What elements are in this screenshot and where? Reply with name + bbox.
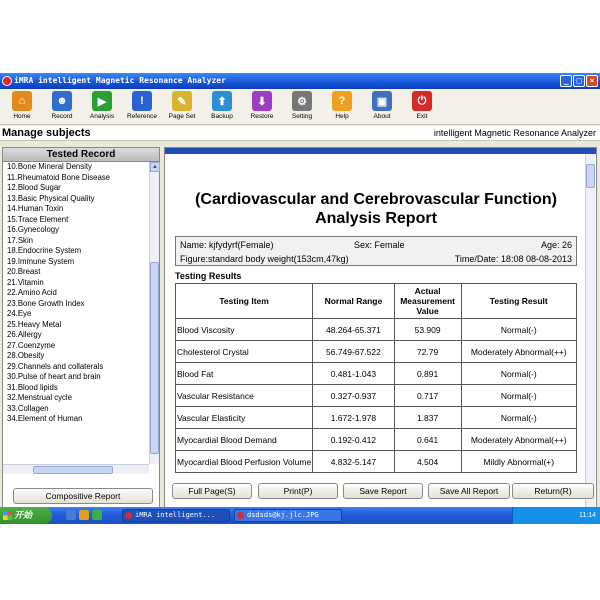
testing-item-cell: Cholesterol Crystal xyxy=(176,341,313,363)
list-item[interactable]: 17.Skin xyxy=(7,235,34,245)
window-title: iMRA intelligent Magnetic Resonance Analyzer xyxy=(14,76,226,85)
info-icon: ! xyxy=(132,91,152,111)
help-icon: ? xyxy=(332,91,352,111)
list-item[interactable]: 20.Breast xyxy=(7,267,41,276)
normal-range-cell: 48.264-65.371 xyxy=(313,319,394,341)
power-icon: ⏻ xyxy=(412,91,432,111)
list-item[interactable]: 22.Amino Acid xyxy=(7,288,57,297)
notepad-icon: ✎ xyxy=(172,91,192,111)
list-item[interactable]: 30.Pulse of heart and brain xyxy=(7,372,101,381)
save-report-button[interactable]: Save Report xyxy=(343,483,423,499)
table-row xyxy=(176,363,577,385)
monitor-icon: ▣ xyxy=(372,91,392,111)
testing-item-cell: Vascular Resistance xyxy=(176,385,313,407)
column-header: Actual Measurement Value xyxy=(394,284,461,319)
manage-subjects-label: Manage subjects xyxy=(2,127,91,139)
normal-range-cell: 1.672-1.978 xyxy=(313,407,394,429)
list-item[interactable]: 31.Blood lipids xyxy=(7,382,58,392)
list-item[interactable]: 10.Bone Mineral Density xyxy=(7,162,92,171)
testing-result-cell: Moderately Abnormal(++) xyxy=(461,429,576,451)
column-header: Normal Range xyxy=(313,284,394,319)
toolbar-label: About xyxy=(373,113,391,120)
list-item[interactable]: 25.Heavy Metal xyxy=(7,319,62,329)
app-window xyxy=(0,73,600,524)
full-page-button[interactable]: Full Page(S) xyxy=(172,483,252,499)
system-tray xyxy=(512,507,600,524)
show-desktop-icon[interactable] xyxy=(66,510,76,520)
toolbar-help-button[interactable] xyxy=(322,89,362,125)
scroll-thumb[interactable] xyxy=(150,262,159,454)
start-button[interactable]: 开始 xyxy=(0,507,52,524)
table-row xyxy=(176,319,577,341)
normal-range-cell: 56.749-67.522 xyxy=(313,341,394,363)
list-item[interactable]: 16.Gynecology xyxy=(7,225,60,234)
subject-sex: Sex: Female xyxy=(354,240,405,250)
toolbar-setting-button[interactable] xyxy=(282,89,322,125)
normal-range-cell: 4.832-5.147 xyxy=(313,451,394,473)
browser-icon[interactable] xyxy=(79,510,89,520)
measurement-value-cell: 53.909 xyxy=(394,319,461,341)
toolbar-reference-button[interactable] xyxy=(122,89,162,125)
scroll-thumb[interactable] xyxy=(586,164,595,188)
toolbar-label: Restore xyxy=(250,113,274,120)
report-title: (Cardiovascular and Cerebrovascular Function) Analysis Report xyxy=(195,191,557,227)
column-header: Testing Result xyxy=(461,284,576,319)
print-button[interactable]: Print(P) xyxy=(258,483,338,499)
list-item[interactable]: 34.Element of Human xyxy=(7,414,83,423)
toolbar-label: Page Set xyxy=(168,113,196,120)
toolbar-label: Exit xyxy=(416,113,428,120)
quick-launch xyxy=(66,510,110,521)
testing-item-cell: Vascular Elasticity xyxy=(176,407,313,429)
testing-result-cell: Normal(-) xyxy=(461,363,576,385)
table-row xyxy=(176,451,577,473)
subject-figure: Figure:standard body weight(153cm,47kg) xyxy=(180,254,349,264)
subject-age: Age: 26 xyxy=(540,240,572,250)
report-page xyxy=(167,154,585,524)
app-icon xyxy=(2,76,12,86)
test-time: Time/Date: 18:08 08-08-2013 xyxy=(454,254,572,264)
toolbar-label: Analysis xyxy=(89,113,115,120)
toolbar-exit-button[interactable] xyxy=(402,89,442,125)
toolbar-label: Setting xyxy=(291,113,313,120)
list-item[interactable]: 11.Rheumatoid Bone Disease xyxy=(7,172,111,182)
testing-item-cell: Blood Fat xyxy=(176,363,313,385)
taskbar-item-image[interactable]: dsdsds@kj.jlc.JPG xyxy=(234,509,342,522)
toolbar-record-button[interactable] xyxy=(42,89,82,125)
table-row xyxy=(176,385,577,407)
list-item[interactable]: 13.Basic Physical Quality xyxy=(7,193,95,203)
list-item[interactable]: 33.Collagen xyxy=(7,403,49,413)
main-toolbar xyxy=(0,89,600,125)
play-icon: ▶ xyxy=(92,91,112,111)
measurement-value-cell: 4.504 xyxy=(394,451,461,473)
list-item[interactable]: 19.Immune System xyxy=(7,256,75,266)
compositive-report-button[interactable]: Compositive Report xyxy=(13,488,153,504)
list-item[interactable]: 32.Menstrual cycle xyxy=(7,393,73,402)
record-list-horizontal-scrollbar[interactable] xyxy=(3,464,149,474)
list-item[interactable]: 28.Obesity xyxy=(7,351,45,360)
backup-icon: ⬆ xyxy=(212,91,232,111)
measurement-value-cell: 0.641 xyxy=(394,429,461,451)
normal-range-cell: 0.192-0.412 xyxy=(313,429,394,451)
toolbar-backup-button[interactable] xyxy=(202,89,242,125)
testing-result-cell: Normal(-) xyxy=(461,385,576,407)
testing-item-cell: Myocardial Blood Perfusion Volume xyxy=(176,451,313,473)
list-item[interactable]: 26.Allergy xyxy=(7,330,42,339)
report-frame xyxy=(164,147,597,524)
report-vertical-scrollbar[interactable] xyxy=(585,154,595,524)
toolbar-label: Home xyxy=(13,113,31,120)
list-item[interactable]: 23.Bone Growth Index xyxy=(7,298,85,308)
toolbar-page-set-button[interactable] xyxy=(162,89,202,125)
media-icon[interactable] xyxy=(92,510,102,520)
home-icon: ⌂ xyxy=(12,91,32,111)
testing-result-cell: Normal(-) xyxy=(461,407,576,429)
testing-item-cell: Myocardial Blood Demand xyxy=(176,429,313,451)
measurement-value-cell: 0.717 xyxy=(394,385,461,407)
clock: 11:14 xyxy=(579,512,596,519)
list-item[interactable]: 27.Coenzyme xyxy=(7,340,56,350)
scroll-thumb[interactable] xyxy=(33,466,113,474)
gear-icon: ⚙ xyxy=(292,91,312,111)
column-header: Testing Item xyxy=(176,284,313,319)
subject-info-box xyxy=(175,236,577,266)
normal-range-cell: 0.327-0.937 xyxy=(313,385,394,407)
minimize-button[interactable]: _ xyxy=(560,75,572,87)
subject-bar xyxy=(0,126,600,141)
scroll-up-icon[interactable]: ▲ xyxy=(150,162,160,172)
measurement-value-cell: 72.79 xyxy=(394,341,461,363)
list-item[interactable]: 15.Trace Element xyxy=(7,214,69,224)
table-row xyxy=(176,407,577,429)
tested-record-panel xyxy=(2,147,160,524)
toolbar-home-button[interactable] xyxy=(2,89,42,125)
list-item[interactable]: 21.Vitamin xyxy=(7,277,44,287)
return-button[interactable]: Return(R) xyxy=(512,483,594,499)
title-bar xyxy=(0,73,600,89)
measurement-value-cell: 1.837 xyxy=(394,407,461,429)
taskbar xyxy=(0,507,600,524)
save-all-report-button[interactable]: Save All Report xyxy=(428,483,510,499)
table-row xyxy=(176,429,577,451)
maximize-button[interactable]: □ xyxy=(573,75,585,87)
toolbar-analysis-button[interactable] xyxy=(82,89,122,125)
testing-result-cell: Moderately Abnormal(++) xyxy=(461,341,576,363)
normal-range-cell: 0.481-1.043 xyxy=(313,363,394,385)
toolbar-label: Reference xyxy=(127,113,157,120)
taskbar-item-imra[interactable]: iMRA intelligent... xyxy=(122,509,230,522)
measurement-value-cell: 0.891 xyxy=(394,363,461,385)
subject-name: Name: kjfydyrf(Female) xyxy=(180,240,274,250)
toolbar-label: Help xyxy=(335,113,349,120)
record-list-vertical-scrollbar[interactable] xyxy=(149,162,159,464)
list-item[interactable]: 18.Endocrine System xyxy=(7,246,82,255)
table-row xyxy=(176,341,577,363)
tested-record-header: Tested Record xyxy=(3,148,159,162)
restore-icon: ⬇ xyxy=(252,91,272,111)
close-button[interactable]: × xyxy=(586,75,598,87)
testing-item-cell: Blood Viscosity xyxy=(176,319,313,341)
tested-record-list xyxy=(5,162,147,462)
toolbar-label: Record xyxy=(51,113,73,120)
app-caption: intelligent Magnetic Resonance Analyzer xyxy=(433,128,596,138)
list-item[interactable]: 12.Blood Sugar xyxy=(7,183,61,192)
toolbar-about-button[interactable] xyxy=(362,89,402,125)
toolbar-restore-button[interactable] xyxy=(242,89,282,125)
testing-result-cell: Normal(-) xyxy=(461,319,576,341)
toolbar-label: Backup xyxy=(211,113,233,120)
list-item[interactable]: 29.Channels and collaterals xyxy=(7,361,104,371)
list-item[interactable]: 14.Human Toxin xyxy=(7,204,64,213)
list-item[interactable]: 24.Eye xyxy=(7,309,32,318)
testing-result-cell: Mildly Abnormal(+) xyxy=(461,451,576,473)
users-icon: ☻ xyxy=(52,91,72,111)
testing-results-label: Testing Results xyxy=(175,271,242,281)
results-table xyxy=(175,283,577,473)
